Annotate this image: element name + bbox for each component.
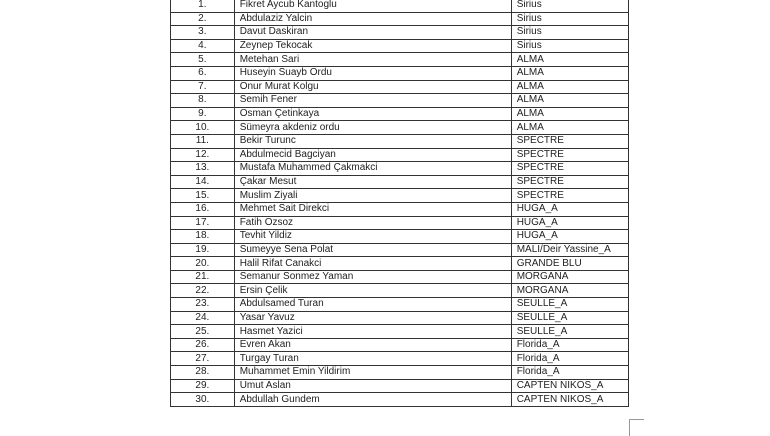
table-row — [171, 12, 629, 26]
row-number: 16. — [171, 202, 235, 216]
person-name: Osman Çetinkaya — [234, 107, 511, 121]
person-name: Abdulsamed Turan — [234, 298, 511, 312]
ship-name: HUGA_A — [511, 216, 628, 230]
person-name: Sümeyra akdeniz ordu — [234, 121, 511, 135]
row-number: 29. — [171, 379, 235, 393]
person-name: Mustafa Muhammed Çakmakci — [234, 162, 511, 176]
person-name: Bekir Turunc — [234, 134, 511, 148]
person-name: Ersin Çelik — [234, 284, 511, 298]
ship-name: HUGA_A — [511, 202, 628, 216]
ship-name: ALMA — [511, 80, 628, 94]
person-name: Halil Rifat Canakci — [234, 257, 511, 271]
person-name: Metehan Sari — [234, 53, 511, 67]
row-number: 20. — [171, 257, 235, 271]
row-number: 28. — [171, 366, 235, 380]
row-number: 18. — [171, 230, 235, 244]
table-row — [171, 26, 629, 40]
row-number: 9. — [171, 107, 235, 121]
ship-name: Florida_A — [511, 338, 628, 352]
table-row — [171, 311, 629, 325]
ship-name: Florida_A — [511, 366, 628, 380]
table-body — [171, 0, 629, 406]
person-name: Abdullah Gundem — [234, 393, 511, 407]
ship-name: MALI/Deir Yassine_A — [511, 243, 628, 257]
row-number: 2. — [171, 12, 235, 26]
page-corner-marker — [629, 419, 644, 436]
person-name: Umut Aslan — [234, 379, 511, 393]
table-row — [171, 338, 629, 352]
row-number: 27. — [171, 352, 235, 366]
row-number: 30. — [171, 393, 235, 407]
person-name: Fikret Aycub Kantoglu — [234, 0, 511, 12]
ship-name: GRANDE BLU — [511, 257, 628, 271]
row-number: 7. — [171, 80, 235, 94]
row-number: 10. — [171, 121, 235, 135]
table-row — [171, 121, 629, 135]
row-number: 14. — [171, 175, 235, 189]
ship-name: CAPTEN NIKOS_A — [511, 379, 628, 393]
ship-name: SEULLE_A — [511, 298, 628, 312]
person-name: Abdulaziz Yalcin — [234, 12, 511, 26]
row-number: 17. — [171, 216, 235, 230]
person-name: Mehmet Sait Direkci — [234, 202, 511, 216]
row-number: 15. — [171, 189, 235, 203]
participant-table — [170, 0, 629, 407]
person-name: Onur Murat Kolgu — [234, 80, 511, 94]
row-number: 12. — [171, 148, 235, 162]
table-row — [171, 0, 629, 12]
table-row — [171, 325, 629, 339]
table-row — [171, 216, 629, 230]
table-row — [171, 270, 629, 284]
person-name: Evren Akan — [234, 338, 511, 352]
ship-name: SPECTRE — [511, 162, 628, 176]
person-name: Fatih Ozsoz — [234, 216, 511, 230]
row-number: 6. — [171, 66, 235, 80]
table-row — [171, 148, 629, 162]
person-name: Zeynep Tekocak — [234, 39, 511, 53]
table-row — [171, 80, 629, 94]
ship-name: SEULLE_A — [511, 325, 628, 339]
table-row — [171, 175, 629, 189]
ship-name: ALMA — [511, 94, 628, 108]
person-name: Turgay Turan — [234, 352, 511, 366]
table-row — [171, 352, 629, 366]
row-number: 21. — [171, 270, 235, 284]
person-name: Semih Fener — [234, 94, 511, 108]
person-name: Abdulmecid Bagciyan — [234, 148, 511, 162]
ship-name: Florida_A — [511, 352, 628, 366]
row-number: 22. — [171, 284, 235, 298]
person-name: Hasmet Yazici — [234, 325, 511, 339]
row-number: 24. — [171, 311, 235, 325]
ship-name: Sirius — [511, 39, 628, 53]
ship-name: SPECTRE — [511, 134, 628, 148]
row-number: 3. — [171, 26, 235, 40]
row-number: 19. — [171, 243, 235, 257]
table-row — [171, 39, 629, 53]
table-row — [171, 366, 629, 380]
person-name: Muslim Ziyali — [234, 189, 511, 203]
row-number: 13. — [171, 162, 235, 176]
table-row — [171, 202, 629, 216]
row-number: 11. — [171, 134, 235, 148]
row-number: 26. — [171, 338, 235, 352]
table-row — [171, 189, 629, 203]
row-number: 5. — [171, 53, 235, 67]
ship-name: SEULLE_A — [511, 311, 628, 325]
person-name: Davut Daskiran — [234, 26, 511, 40]
ship-name: Sirius — [511, 12, 628, 26]
ship-name: ALMA — [511, 53, 628, 67]
ship-name: MORGANA — [511, 270, 628, 284]
table-row — [171, 230, 629, 244]
row-number: 25. — [171, 325, 235, 339]
table-row — [171, 53, 629, 67]
ship-name: SPECTRE — [511, 175, 628, 189]
table-row — [171, 379, 629, 393]
table-row — [171, 298, 629, 312]
person-name: Yasar Yavuz — [234, 311, 511, 325]
ship-name: SPECTRE — [511, 189, 628, 203]
table-row — [171, 94, 629, 108]
ship-name: ALMA — [511, 66, 628, 80]
table-row — [171, 284, 629, 298]
person-name: Semanur Sonmez Yaman — [234, 270, 511, 284]
table-row — [171, 162, 629, 176]
ship-name: CAPTEN NIKOS_A — [511, 393, 628, 407]
row-number: 23. — [171, 298, 235, 312]
ship-name: HUGA_A — [511, 230, 628, 244]
ship-name: MORGANA — [511, 284, 628, 298]
ship-name: Sirius — [511, 26, 628, 40]
ship-name: ALMA — [511, 121, 628, 135]
person-name: Muhammet Emin Yildirim — [234, 366, 511, 380]
person-name: Sumeyye Sena Polat — [234, 243, 511, 257]
table-row — [171, 107, 629, 121]
table-row — [171, 243, 629, 257]
row-number: 4. — [171, 39, 235, 53]
row-number: 8. — [171, 94, 235, 108]
ship-name: SPECTRE — [511, 148, 628, 162]
person-name: Huseyin Suayb Ordu — [234, 66, 511, 80]
person-name: Tevhit Yildiz — [234, 230, 511, 244]
table-row — [171, 257, 629, 271]
table-row — [171, 66, 629, 80]
person-name: Çakar Mesut — [234, 175, 511, 189]
ship-name: ALMA — [511, 107, 628, 121]
row-number: 1. — [171, 0, 235, 12]
ship-name: Sirius — [511, 0, 628, 12]
table-row — [171, 134, 629, 148]
table-row — [171, 393, 629, 407]
